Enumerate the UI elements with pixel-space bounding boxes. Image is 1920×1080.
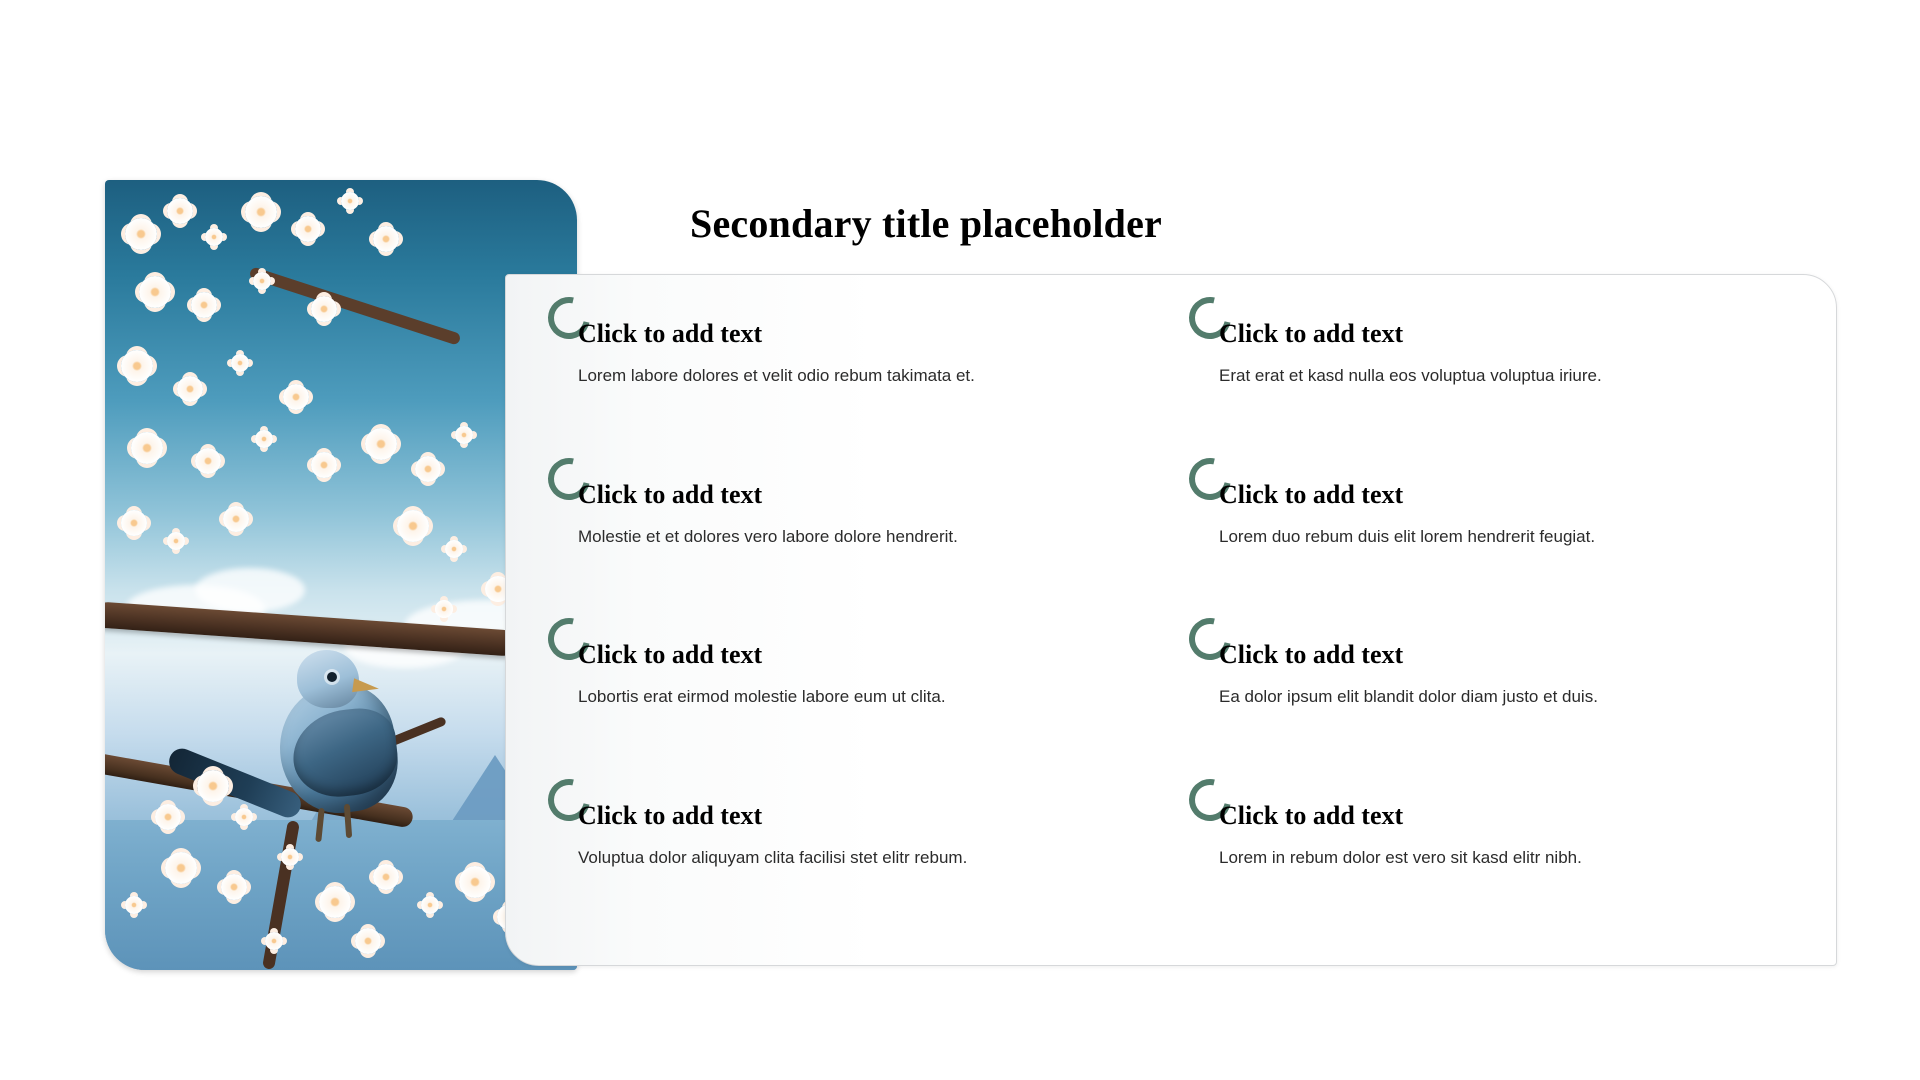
content-panel bbox=[505, 274, 1837, 966]
blossom-flower bbox=[191, 292, 217, 318]
blossom-flower bbox=[311, 452, 337, 478]
blossom-flower bbox=[253, 272, 271, 290]
item-title: Click to add text bbox=[578, 640, 763, 669]
branch-shape bbox=[249, 266, 462, 345]
blossom-flower bbox=[283, 384, 309, 410]
blossom-flower bbox=[245, 196, 277, 228]
list-item[interactable] bbox=[574, 622, 1155, 783]
blossom-flower bbox=[373, 864, 399, 890]
blossom-flower bbox=[121, 510, 147, 536]
blossom-flower bbox=[455, 426, 473, 444]
list-item[interactable] bbox=[574, 301, 1155, 462]
item-title: Click to add text bbox=[1219, 640, 1404, 669]
blossom-flower bbox=[223, 506, 249, 532]
blossom-flower bbox=[435, 600, 453, 618]
item-description: Lobortis erat eirmod molestie labore eum ut clita. bbox=[578, 687, 946, 706]
blossom-flower bbox=[373, 226, 399, 252]
item-description: Molestie et et dolores vero labore dolore hendrerit. bbox=[578, 526, 958, 546]
blossom-flower bbox=[265, 932, 283, 950]
blossom-flower bbox=[155, 804, 181, 830]
item-title: Click to add text bbox=[1219, 479, 1404, 509]
blossom-flower bbox=[205, 228, 223, 246]
blossom-flower bbox=[125, 896, 143, 914]
blossom-flower bbox=[365, 428, 397, 460]
blossom-flower bbox=[125, 218, 157, 250]
list-item[interactable] bbox=[1215, 301, 1796, 462]
item-title: Click to add text bbox=[1219, 800, 1404, 830]
blossom-flower bbox=[221, 874, 247, 900]
blossom-flower bbox=[397, 510, 429, 542]
items-grid bbox=[506, 275, 1836, 965]
blossom-flower bbox=[195, 448, 221, 474]
list-item[interactable] bbox=[574, 783, 1155, 944]
blossom-flower bbox=[167, 532, 185, 550]
bird-eye bbox=[327, 672, 337, 682]
blossom-flower bbox=[167, 198, 193, 224]
blossom-flower bbox=[231, 354, 249, 372]
blossom-flower bbox=[177, 376, 203, 402]
blossom-flower bbox=[139, 276, 171, 308]
blossom-flower bbox=[281, 848, 299, 866]
item-title: Click to add text bbox=[1219, 319, 1404, 348]
item-description: Ea dolor ipsum elit blandit dolor diam justo et duis. bbox=[1219, 687, 1598, 706]
blossom-flower bbox=[197, 770, 229, 802]
blossom-flower bbox=[341, 192, 359, 210]
blossom-flower bbox=[355, 928, 381, 954]
list-item[interactable] bbox=[1215, 462, 1796, 623]
item-description: Lorem duo rebum duis elit lorem hendrerit feugiat. bbox=[1219, 526, 1596, 546]
item-title: Click to add text bbox=[578, 800, 763, 830]
blossom-flower bbox=[165, 852, 197, 884]
blossom-flower bbox=[131, 432, 163, 464]
page-title: Secondary title placeholder bbox=[690, 201, 1163, 246]
blossom-flower bbox=[421, 896, 439, 914]
blossom-flower bbox=[319, 886, 351, 918]
list-item[interactable] bbox=[1215, 622, 1796, 783]
blossom-flower bbox=[255, 430, 273, 448]
item-description: Voluptua dolor aliquyam clita facilisi stet elitr rebum. bbox=[578, 847, 968, 867]
list-item[interactable] bbox=[574, 462, 1155, 623]
blossom-flower bbox=[459, 866, 491, 898]
blossom-flower bbox=[311, 296, 337, 322]
item-description: Lorem in rebum dolor est vero sit kasd elitr nibh. bbox=[1219, 847, 1582, 867]
item-title: Click to add text bbox=[578, 319, 763, 348]
item-description: Erat erat et kasd nulla eos voluptua voluptua iriure. bbox=[1219, 366, 1602, 385]
list-item[interactable] bbox=[1215, 783, 1796, 944]
blossom-flower bbox=[415, 456, 441, 482]
cloud-shape bbox=[195, 568, 305, 612]
blossom-flower bbox=[235, 808, 253, 826]
item-description: Lorem labore dolores et velit odio rebum takimata et. bbox=[578, 366, 975, 385]
blossom-flower bbox=[445, 540, 463, 558]
item-title: Click to add text bbox=[578, 479, 763, 509]
blossom-flower bbox=[295, 216, 321, 242]
blossom-flower bbox=[121, 350, 153, 382]
